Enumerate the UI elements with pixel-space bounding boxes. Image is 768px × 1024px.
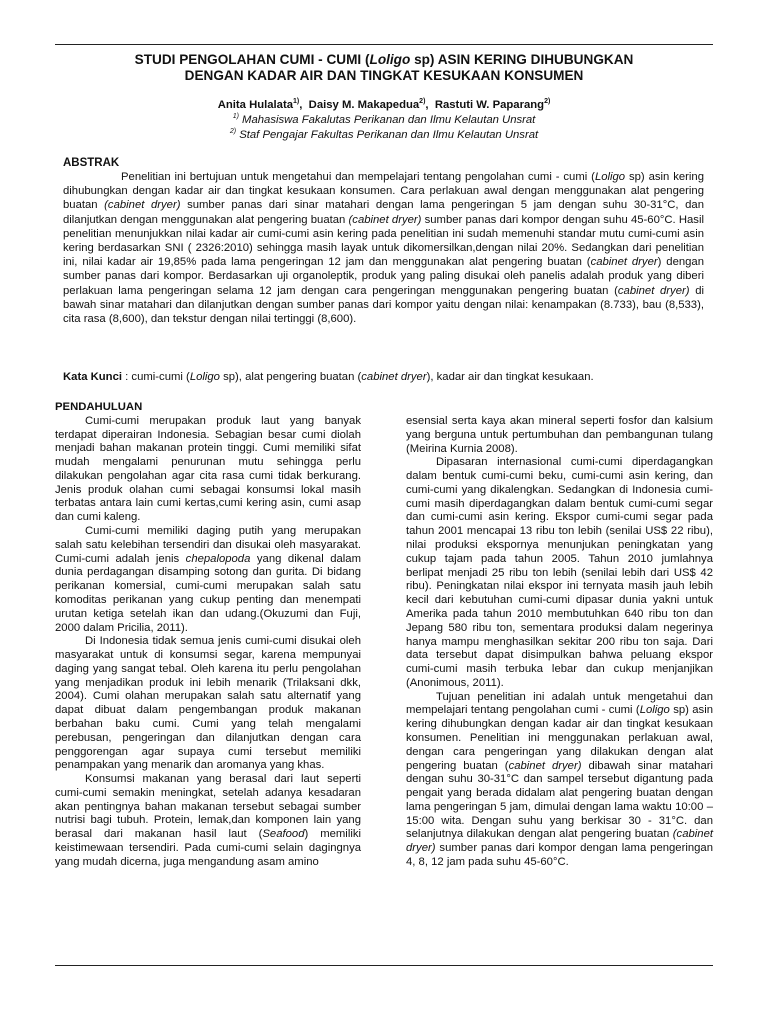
paragraph: Cumi-cumi memiliki daging putih yang merupakan salah satu kelebihan tersendiri dan disukai oleh masyarakat. Cumi-cumi adalah jenis chepalopoda yang dikenal dalam dunia perdagangan disamping sotong dan gurita. Di bidang perikanan komersial, cumi-cumi merupakan salah satu komoditas perikanan yang cukup penting dan menempati urutan ketiga setelah ikan dan udang.(Okuzumi dan Fuji, 2000 dalam Pricilia, 2011). [55, 525, 361, 634]
paragraph: Dipasaran internasional cumi-cumi diperdagangkan dalam bentuk cumi-cumi beku, cumi-cumi asin kering, dan cumi-cumi yang dikalengkan. Sedangkan di Indonesia cumi-cumi masih diperdagangkan dalam bentuk cumi-cumi segar dan cumi-cumi asin kering. Ekspor cumi-cumi segar pada tahun 2001 mencapai 13 ribu ton lebih (senilai US$ 22 ribu), nilai produksi ekspornya menunjukan peningkatan yang cukup tajam pada tahun 2005. Tahun 2010 jumlahnya berlipat menjadi 25 ribu ton lebih (senilai lebih dari US$ 42 ribu). Peningkatan nilai ekspor ini ternyata masih jauh lebih kecil dari kebutuhan cumi-cumi dipasar dunia yakni untuk Amerika pada tahun 2010 membutuhkan 640 ribu ton dan Jepang 580 ribu ton, sementara produksi dalam negerinya hanya mampu menghasilkan sekitar 200 ribu ton saja. Dari data tersebut dapat disimpulkan bahwa peluang ekspor cumi-cumi masih terbuka lebar dan cukup menjanjikan (Anonimous, 2011). [406, 456, 713, 689]
keywords-label: Kata Kunci [63, 371, 123, 383]
author-3: Rastuti W. Paparang [434, 99, 545, 111]
author-1: Anita Hulalata [217, 99, 294, 111]
bottom-rule [55, 965, 713, 966]
title-line-2: DENGAN KADAR AIR DAN TINGKAT KESUKAAN KONSUMEN [184, 68, 584, 83]
title-species: Loligo [369, 52, 411, 67]
author-2: Daisy M. Makapedua [308, 99, 420, 111]
paragraph: Konsumsi makanan yang berasal dari laut seperti cumi-cumi semakin meningkat, setelah adanya kesadaran akan pentingnya bahan makanan tersebut sebagai sumber nutrisi bagi tubuh. Protein, lemak,dan komponen lain yang berasal dari makanan hasil laut (Seafood) memiliki keistimewaan tersendiri. Pada cumi-cumi selain dagingnya yang mudah dicerna, juga mengandung asam amino [55, 773, 361, 868]
affiliation-1: $^{1)}$ Mahasiswa Fakalutas Perikanan dan Ilmu Kelautan Unsrat [232, 113, 536, 126]
paragraph: esensial serta kaya akan mineral seperti fosfor dan kalsium yang berguna untuk pertumbuhan dan pembangunan tulang (Meirina Kurnia 2008). [406, 415, 713, 455]
title-line-1: STUDI PENGOLAHAN CUMI - CUMI (Loligo sp) ASIN KERING DIHUBUNGKAN [134, 52, 634, 67]
top-rule [55, 44, 713, 45]
paragraph: Cumi-cumi merupakan produk laut yang banyak terdapat diperairan Indonesia. Sebagian besar cumi diolah menjadi bahan makanan protein tinggi. Cumi memiliki sifat mudah mengalami penurunan mutu sehingga perlu dilakukan pengolahan agar cita rasa cumi tidak berkurang. Jenis produk olahan cumi sebagai konsumsi lokal masih terbatas antara lain cumi kertas,cumi kering asin, cumi asap dan cumi kaleng. [55, 414, 361, 524]
paragraph: Di Indonesia tidak semua jenis cumi-cumi disukai oleh masyarakat untuk di konsumsi segar, karena mempunyai daging yang sangat tebal. Oleh karena itu perlu pengolahan yang menjadikan produk ini lebih menarik (Trilaksani dkk, 2004). Cumi olahan merupakan salah satu alternatif yang dapat dibuat dalam pengembangan produk makanan berbahan baku cumi. Cumi yang telah mengalami perebusan, pengeringan dan dilanjutkan dengan cara penggorengan agar supaya cumi tersebut memiliki penampakan yang menarik dan aromanya yang khas. [55, 635, 361, 772]
keywords: Kata Kunci : cumi-cumi (Loligo sp), alat pengering buatan (cabinet dryer), kadar air dan tingkat kesukaan. [63, 371, 594, 383]
affiliation-2: $^{2)}$ Staf Pengajar Fakultas Perikanan dan Ilmu Kelautan Unsrat [229, 128, 539, 141]
paragraph: Tujuan penelitian ini adalah untuk mengetahui dan mempelajari tentang pengolahan cumi - cumi (Loligo sp) asin kering dihubungkan dengan kadar air dan tingkat kesukaan konsumen. Penelitian ini menggunakan perlakuan awal, dengan cara pengeringan yang dilakukan dengan alat pengering buatan (cabinet dryer) dibawah sinar matahari dengan suhu 30-31°C dan sampel tersebut digantung pada pengait yang berada didalam alat pengering buatan dengan lama pengeringan 5 jam, dimulai dengan lama waktu 10:00 – 15:00 wita. Dengan suhu yang berkisar 30 - 31°C. dan selanjutnya dilakukan dengan alat pengering buatan (cabinet dryer) sumber panas dari kompor dengan lama pengeringan 4, 8, 12 jam pada suhu 45-60°C. [406, 690, 714, 868]
paper-title [60, 52, 708, 84]
abstract-heading: ABSTRAK [63, 157, 120, 169]
left-column [55, 401, 361, 870]
section-heading-pendahuluan: PENDAHULUAN [55, 401, 143, 413]
abstract-body: Penelitian ini bertujuan untuk mengetahui dan mempelajari tentang pengolahan cumi - cumi (Loligo sp) asin kering dihubungkan dengan kadar air dan tingkat kesukaan konsumen. Cara perlakuan awal dengan menggunakan alat pengering buatan (cabinet dryer) sumber panas dari sinar matahari dengan lama pengeringan 5 jam dengan suhu 30-31°C, dan dilanjutkan dengan menggunakan alat pengering buatan (cabinet dryer) sumber panas dari kompor dengan suhu 45-60°C. Hasil penelitian menunjukkan nilai kadar air cumi-cumi asin kering pada penelitian ini sudah memenuhi standar mutu cumi-cumi asin kering berdasarkan SNI ( 2326:2010) sehingga masih layak untuk dikomersilkan,dengan nilai 20%. Sedangkan dari penelitian ini, nilai kadar air 19,85% pada lama pengeringan 12 jam dan menggunakan alat pengering buatan (cabinet dryer) dengan sumber panas dari kompor. Berdasarkan uji organoleptik, produk yang paling disukai oleh panelis adalah produk yang diberi perlakuan lama pengeringan selama 12 jam dengan cara pengeringan menggunakan pengering buatan (cabinet dryer) di bawah sinar matahari dan dilanjutkan dengan sumber panas dari kompor yaitu dengan nilai: kenampakan (8.733), bau (8,533), cita rasa (8,600), dan tekstur dengan nilai tertinggi (8,600). [63, 171, 704, 326]
right-column [406, 415, 713, 870]
author-list: Anita Hulalata$^{1)}$, Daisy M. Makapedua$^{2)}$, Rastuti W. Paparang$^{2)}$ [217, 98, 551, 111]
